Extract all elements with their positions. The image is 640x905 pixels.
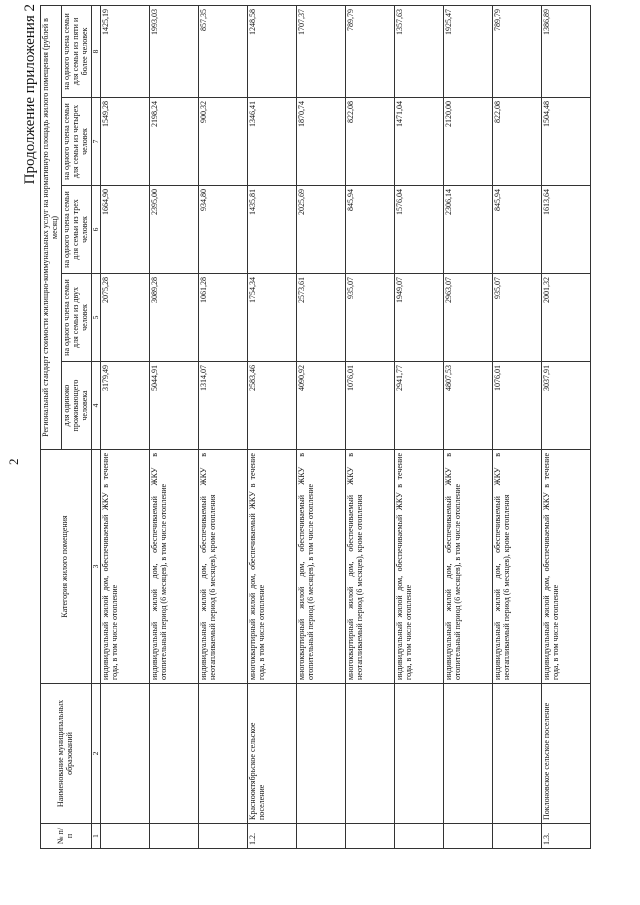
- municipality-name: [199, 684, 248, 824]
- header-standard-group: Региональный стандарт стоимости жилищно-коммунальных услуг на нормативную площадь жилого помещения (рублей в месяц): [41, 5, 62, 449]
- column-number: 7: [91, 98, 100, 186]
- standard-value: 1076,01: [493, 362, 542, 450]
- header-sub-1: для одиноко проживающего человека: [61, 362, 91, 450]
- header-sub-3: на одного члена семьи для семьи из трех человек: [61, 186, 91, 274]
- row-number: [297, 824, 346, 849]
- housing-category: многоквартирный жилой дом, обеспечиваемый ЖКУ в неотапливаемый период (6 месяцев), кроме отопления: [346, 450, 395, 684]
- standard-value: 1061,28: [199, 274, 248, 362]
- row-number: [395, 824, 444, 849]
- standard-value: 845,94: [493, 186, 542, 274]
- standard-value: 3179,49: [101, 362, 150, 450]
- standard-value: 1076,01: [346, 362, 395, 450]
- appendix-title: Продолжение приложения 2: [22, 4, 38, 185]
- standard-value: 4090,92: [297, 362, 346, 450]
- standard-value: 2025,69: [297, 186, 346, 274]
- table-row: [395, 5, 444, 848]
- standard-value: 2573,61: [297, 274, 346, 362]
- header-row-1: [41, 5, 62, 848]
- standard-value: 3037,91: [542, 362, 591, 450]
- standard-value: 1549,28: [101, 98, 150, 186]
- column-number-row: [91, 5, 100, 848]
- municipality-name: [297, 684, 346, 824]
- page-number: 2: [6, 458, 21, 465]
- standard-value: 1386,89: [542, 5, 591, 97]
- municipality-name: [150, 684, 199, 824]
- column-number: 2: [91, 684, 100, 824]
- standard-value: 2120,00: [444, 98, 493, 186]
- standard-value: 1504,48: [542, 98, 591, 186]
- standard-value: 857,35: [199, 5, 248, 97]
- table-row: [297, 5, 346, 848]
- standard-value: 4807,53: [444, 362, 493, 450]
- standard-value: 822,08: [493, 98, 542, 186]
- standard-value: 1435,81: [248, 186, 297, 274]
- column-number: 4: [91, 362, 100, 450]
- standard-value: 2963,07: [444, 274, 493, 362]
- table-row: [248, 5, 297, 848]
- row-number: [101, 824, 150, 849]
- standard-value: 2941,77: [395, 362, 444, 450]
- header-sub-5: на одного члена семьи для семьи из пяти и более человек: [61, 5, 91, 97]
- standard-value: 1870,74: [297, 98, 346, 186]
- standard-value: 5044,91: [150, 362, 199, 450]
- municipality-name: [395, 684, 444, 824]
- row-number: [493, 824, 542, 849]
- header-sub-4: на одного члена семьи для семьи из четырех человек: [61, 98, 91, 186]
- housing-category: многоквартирный жилой дом, обеспечиваемый ЖКУ в отопительный период (6 месяцев), в том числе отопление: [297, 450, 346, 684]
- column-number: 5: [91, 274, 100, 362]
- standard-value: 789,79: [346, 5, 395, 97]
- housing-category: индивидуальный жилой дом, обеспечиваемый ЖКУ в течение года, в том числе отопление: [395, 450, 444, 684]
- municipality-name: Поклоновское сельское поселение: [542, 684, 591, 824]
- standard-value: 1993,03: [150, 5, 199, 97]
- header-municipality: Наименование муниципальных образований: [41, 684, 92, 824]
- standard-value: 3089,28: [150, 274, 199, 362]
- standard-value: 1248,58: [248, 5, 297, 97]
- standard-value: 935,07: [493, 274, 542, 362]
- header-category: Категория жилого помещения: [41, 450, 92, 684]
- standard-value: 1925,47: [444, 5, 493, 97]
- municipality-name: Краснооктябрьское сельское поселение: [248, 684, 297, 824]
- standard-value: 822,08: [346, 98, 395, 186]
- standard-value: 845,94: [346, 186, 395, 274]
- column-number: 6: [91, 186, 100, 274]
- row-number: 1.3.: [542, 824, 591, 849]
- column-number: 8: [91, 5, 100, 97]
- standard-value: 1949,07: [395, 274, 444, 362]
- table-row: [150, 5, 199, 848]
- row-number: [444, 824, 493, 849]
- standard-value: 1707,37: [297, 5, 346, 97]
- standard-value: 934,80: [199, 186, 248, 274]
- standard-value: 789,79: [493, 5, 542, 97]
- standard-value: 1357,63: [395, 5, 444, 97]
- standard-value: 2306,14: [444, 186, 493, 274]
- header-no: № п/п: [41, 824, 92, 849]
- table-row: [542, 5, 591, 848]
- housing-category: многоквартирный жилой дом, обеспечиваемый ЖКУ в течение года, в том числе отопление: [248, 450, 297, 684]
- standard-value: 1314,07: [199, 362, 248, 450]
- housing-category: индивидуальный жилой дом, обеспечиваемый ЖКУ в отопительный период (6 месяцев), в том числе отопление: [444, 450, 493, 684]
- standard-value: 2075,28: [101, 274, 150, 362]
- standard-value: 1613,64: [542, 186, 591, 274]
- row-number: [150, 824, 199, 849]
- housing-category: индивидуальный жилой дом, обеспечиваемый ЖКУ в течение года, в том числе отопление: [542, 450, 591, 684]
- municipality-name: [493, 684, 542, 824]
- standard-value: 1754,34: [248, 274, 297, 362]
- standard-value: 2583,46: [248, 362, 297, 450]
- column-number: 3: [91, 450, 100, 684]
- standard-value: 2198,24: [150, 98, 199, 186]
- housing-category: индивидуальный жилой дом, обеспечиваемый ЖКУ в отопительный период (6 месяцев), в том числе отопление: [150, 450, 199, 684]
- column-number: 1: [91, 824, 100, 849]
- municipality-name: [444, 684, 493, 824]
- housing-category: индивидуальный жилой дом, обеспечиваемый ЖКУ в течение года, в том числе отопление: [101, 450, 150, 684]
- standard-value: 2395,00: [150, 186, 199, 274]
- standard-value: 1576,04: [395, 186, 444, 274]
- housing-category: индивидуальный жилой дом, обеспечиваемый ЖКУ в неотапливаемый период (6 месяцев), кроме отопления: [199, 450, 248, 684]
- table-row: [444, 5, 493, 848]
- table-row: [199, 5, 248, 848]
- standard-value: 1471,04: [395, 98, 444, 186]
- housing-category: индивидуальный жилой дом, обеспечиваемый ЖКУ в неотапливаемый период (6 месяцев), кроме отопления: [493, 450, 542, 684]
- standard-value: 1425,19: [101, 5, 150, 97]
- header-sub-2: на одного члена семьи для семьи из двух человек: [61, 274, 91, 362]
- table-row: [346, 5, 395, 848]
- standard-value: 935,07: [346, 274, 395, 362]
- standard-value: 2001,32: [542, 274, 591, 362]
- municipality-name: [346, 684, 395, 824]
- row-number: 1.2.: [248, 824, 297, 849]
- table-row: [101, 5, 150, 848]
- standard-value: 1664,90: [101, 186, 150, 274]
- standard-value: 900,32: [199, 98, 248, 186]
- row-number: [199, 824, 248, 849]
- row-number: [346, 824, 395, 849]
- table-row: [493, 5, 542, 848]
- municipality-name: [101, 684, 150, 824]
- tariff-table: [40, 5, 591, 849]
- standard-value: 1346,41: [248, 98, 297, 186]
